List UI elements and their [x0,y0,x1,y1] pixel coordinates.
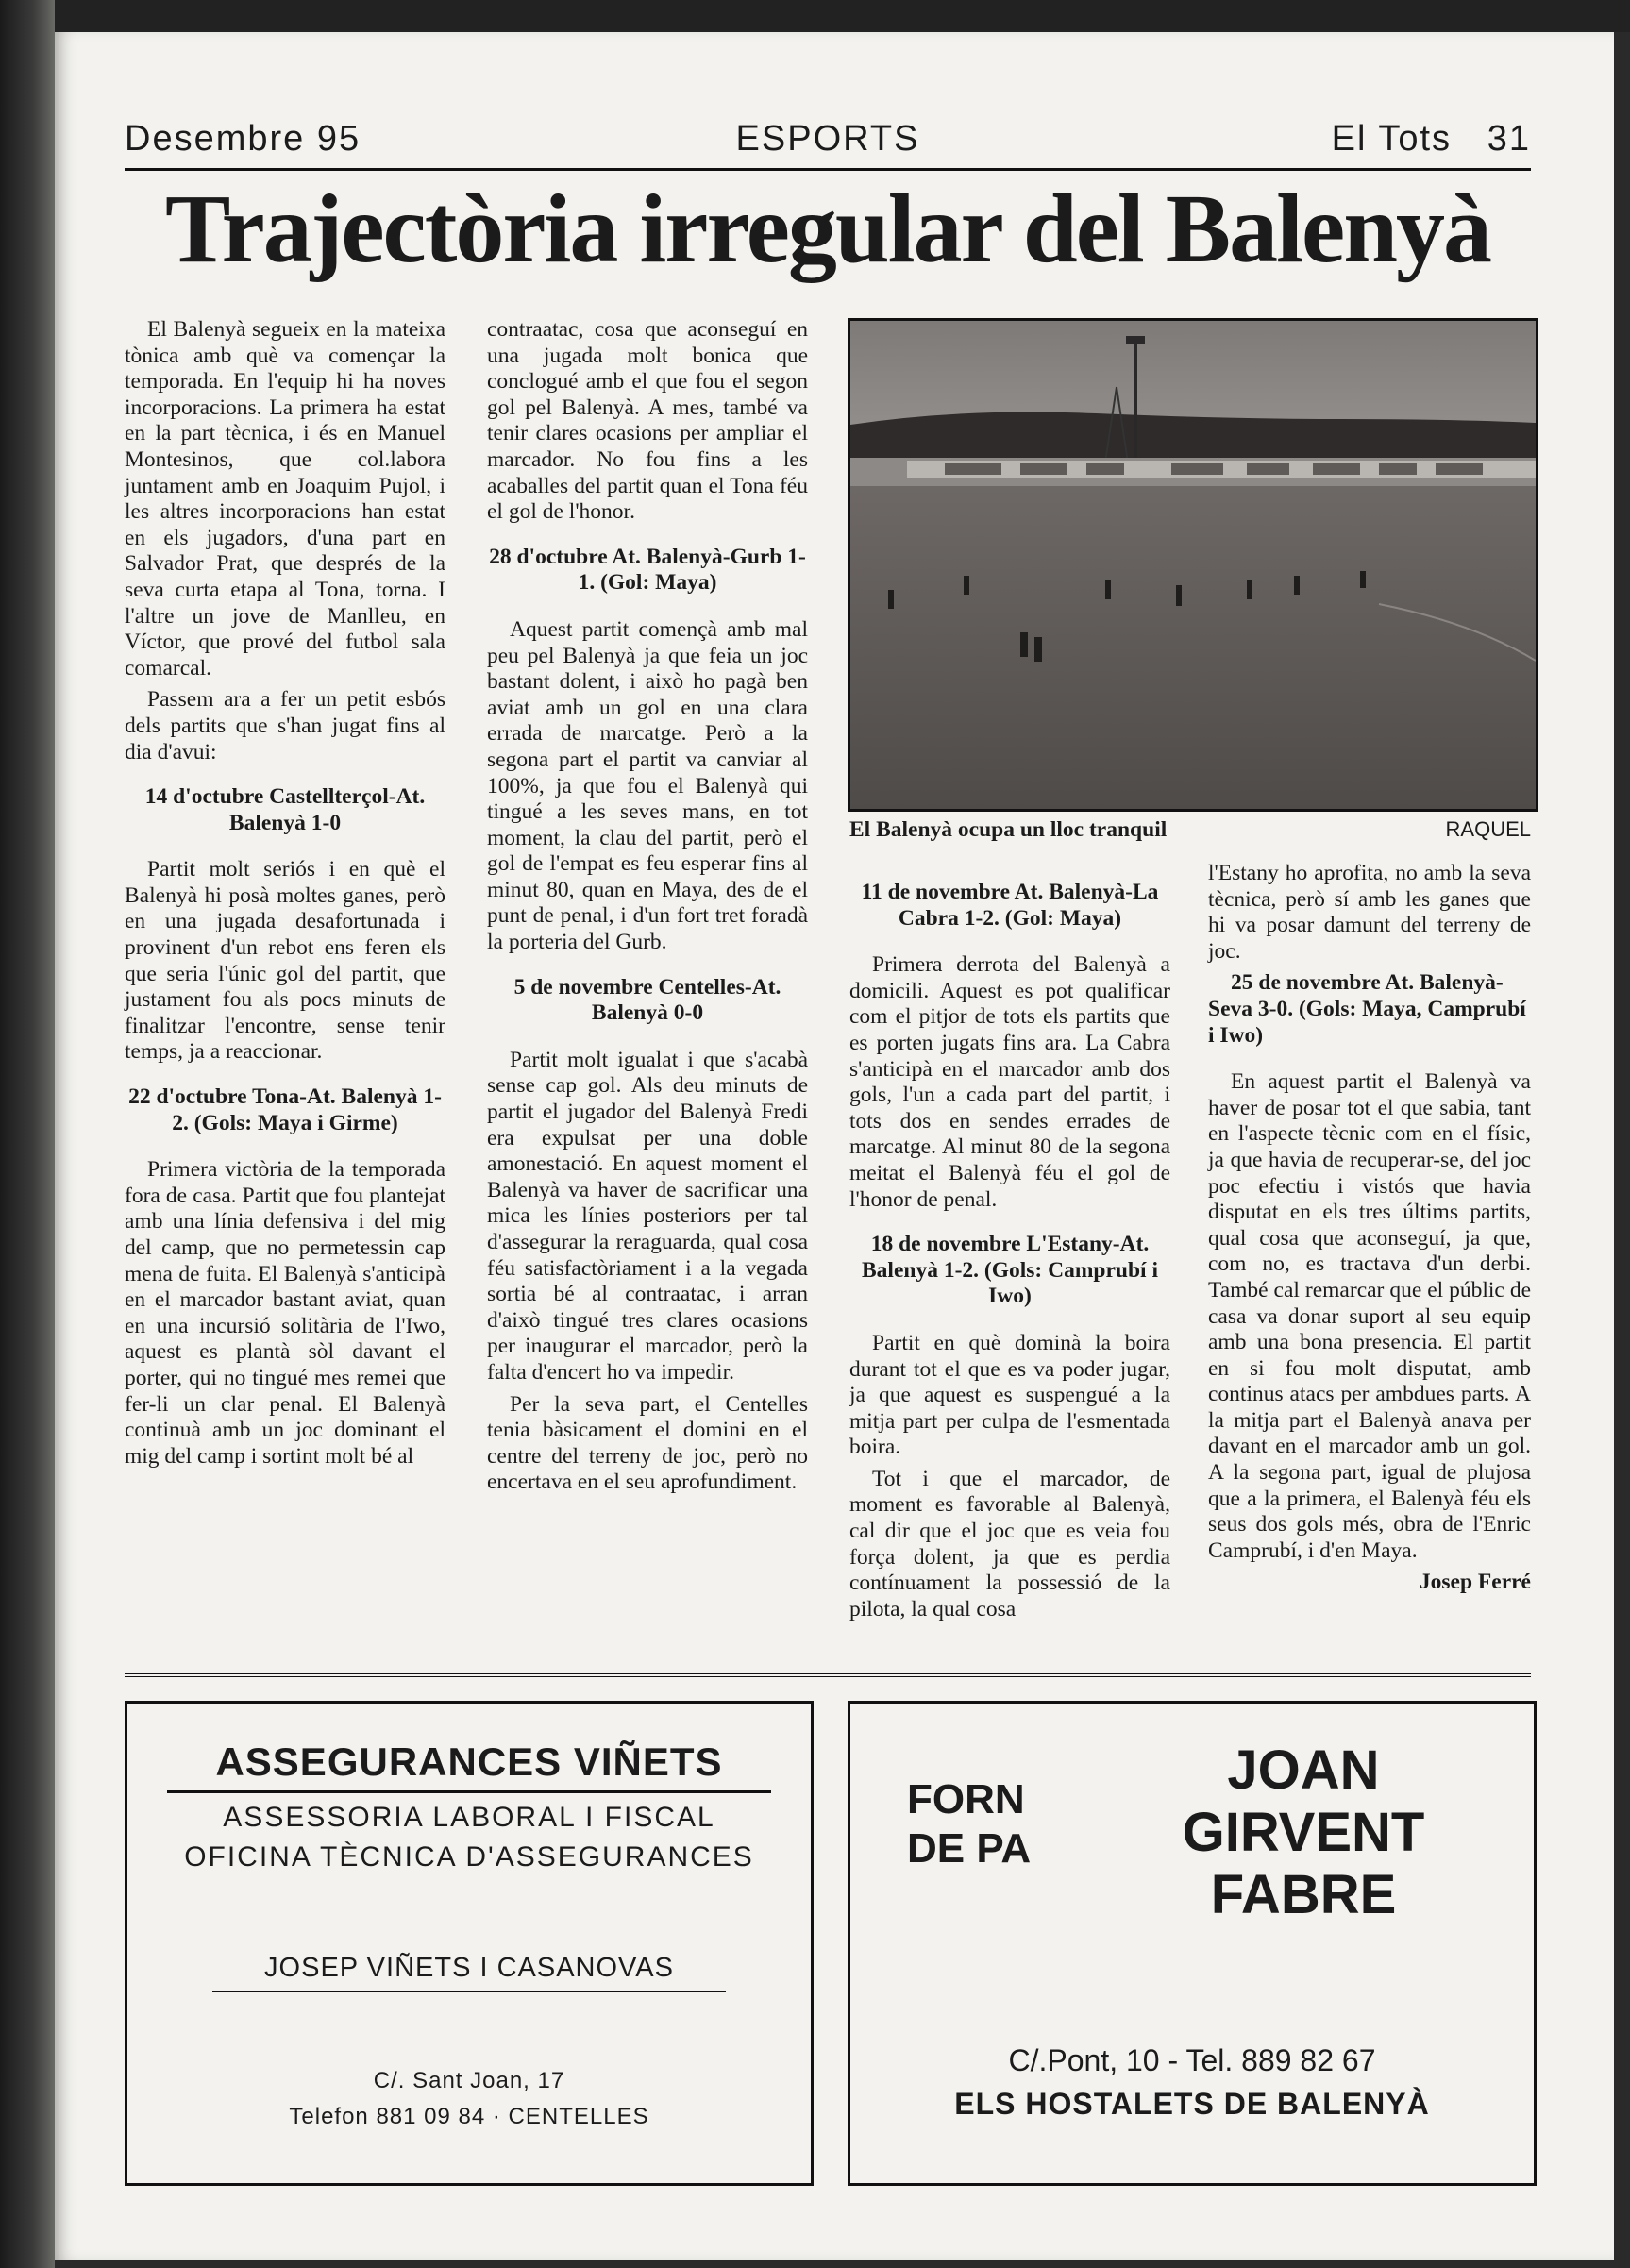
article-paragraph: El Balenyà segueix en la mateixa tònica amb què va començar la temporada. En l'equip hi ha noves incorporacions. La primera ha estat en la part tècnica, i és en Manuel Montesinos, que col.labora juntament amb en Joaquim Pujol, i les altres incorporacions han estat en els jugadors, d'una part en Salvador Prat, que després de la seva curta etapa al Tona, torna. I l'altre un jove de Manlleu, en Víctor, que prové del futbol sala comarcal. [125,317,445,680]
article-paragraph: En aquest partit el Balenyà va haver de posar tot el que sabia, tant en l'aspecte tècnic com en el físic, ja que havia de recuperar-se, del joc poc efectiu i vistós que havia disputat en els tres últims partits, qual cosa que aconseguí, ja que, com no, es tractava d'un derbi. També cal remarcar que el públic de casa va donar suport al seu equip amb una bona presencia. El partit en si fou molt disputat, amb continus atacs per ambdues parts. A la mitja part el Balenyà anava per davant en el marcador amb un gol. A la segona part, igual de plujosa que a la primera, el Balenyà féu els seus dos gols més, obra de l'Enric Camprubí, i d'en Maya. [1208,1069,1531,1563]
ad-bakery-town: ELS HOSTALETS DE BALENYÀ [954,2087,1430,2121]
article-paragraph: Aquest partit començà amb mal peu pel Balenyà ja que feia un joc bastant dolent, i això ho pagà ben aviat amb un gol en una clara errada de marcatge. Però a la segona part el partit va canviar al 100%, ja que fou el Balenyà qui tingué a les seves mans, en tot moment, la clau del partit, però el gol de l'empat es feu esperar fins al minut 80, quan en Maya, des de el punt de penal, i d'un fort tret foradà la porteria del Gurb. [487,616,808,955]
article-column-1 [125,317,445,1475]
header-publication: El Tots [1331,119,1453,159]
header-section: ESPORTS [735,119,920,159]
photo-credit: RAQUEL [1445,817,1531,841]
match-heading: 28 d'octubre At. Balenyà-Gurb 1-1. (Gol: Maya) [489,544,806,596]
author-signature: Josep Ferré [1419,1570,1531,1595]
ad-bakery-owner-line-3: FABRE [1210,1864,1397,1925]
ad-bakery-label-line-2: DE PA [907,1825,1032,1872]
ads-separator-rule [125,1673,1531,1677]
article-paragraph: Partit molt seriós i en què el Balenyà hi posà moltes ganes, però en una jugada desafortunada i provinent d'un rebot ens feren els que seria l'únic gol del partit, que justament fou als pocs minuts de finalitzar l'encontre, sense tenir temps, ja a reaccionar. [125,857,445,1065]
ad-bakery-owner-line-2: GIRVENT [1182,1802,1425,1863]
photo-caption [849,817,1531,846]
article-paragraph: Partit en què dominà la boira durant tot el que es va poder jugar, ja que aquest es suspengué a la mitja part per culpa de l'esmentada boira. [849,1330,1170,1460]
ad-underline [167,1790,771,1793]
article-headline: Trajectòria irregular del Balenyà [164,175,1491,283]
article-column-4 [1208,861,1531,1602]
football-field-photo [850,321,1536,809]
ad-bakery-label [907,1775,1096,1873]
article-column-2 [487,317,808,1502]
header-page-number: 31 [1487,119,1531,159]
article-paragraph: contraatac, cosa que aconseguí en una jugada molt bonica que conclogué amb el que fou el segon gol pel Balenyà. A mes, també va tenir clares ocasions per ampliar el marcador. No fou fins a les acaballes del partit quan el Tona féu el gol de l'honor. [487,317,808,525]
article-paragraph: l'Estany ho aprofita, no amb la seva tècnica, però sí amb les ganes que hi va posar damunt del terreny de joc. [1208,861,1531,964]
ad-bakery-address: C/.Pont, 10 - Tel. 889 82 67 [1008,2043,1376,2077]
ad-service-line-1: ASSESSORIA LABORAL I FISCAL [223,1802,715,1833]
header-date: Desembre 95 [125,119,361,159]
advertisement-assegurances-vinets [125,1701,814,2186]
match-heading: 22 d'octubre Tona-At. Balenyà 1-2. (Gols: Maya i Girme) [128,1084,442,1135]
scan-top-edge [0,0,1630,32]
ad-bakery-owner-line-1: JOAN [1227,1739,1380,1801]
article-paragraph: Passem ara a fer un petit esbós dels partits que s'han jugat fins al dia d'avui: [125,687,445,764]
match-heading: 11 de novembre At. Balenyà-La Cabra 1-2. (Gol: Maya) [861,880,1159,931]
header-publication-page [1332,119,1531,160]
book-spine [0,0,55,2268]
running-header [125,119,1531,171]
ad-owner-name: JOSEP VIÑETS I CASANOVAS [264,1953,674,1983]
article-column-3 [849,861,1170,1628]
article-paragraph: Primera victòria de la temporada fora de casa. Partit que fou plantejat amb una línia defensiva i del mig del camp, que no permetessin cap mena de fuita. El Balenyà s'anticipà en el marcador bastant aviat, quan en una incursió solitària de l'Iwo, aquest es plantà sòl davant el porter, qui no tingué mes remei que fer-li un clar penal. El Balenyà continuà amb un joc dominant el mig del camp i sortint molt bé al [125,1157,445,1469]
photo-caption-text: El Balenyà ocupa un lloc tranquil [849,817,1168,842]
ad-address: C/. Sant Joan, 17 [373,2068,565,2093]
article-paragraph: Primera derrota del Balenyà a domicili. Aquest es pot qualificar com el pitjor de tots els partits que es porten jugats fins ara. La Cabra s'anticipà en el marcador amb dos gols, l'un a cada part del partit, i tots dos en sendes errades de marcatge. Al minut 80 de la segona meitat el Balenyà féu el gol de l'honor de penal. [849,952,1170,1212]
ad-service-line-2: OFICINA TÈCNICA D'ASSEGURANCES [184,1841,754,1873]
ad-bakery-label-line-1: FORN [907,1776,1025,1823]
match-heading: 18 de novembre L'Estany-At. Balenyà 1-2. (Gols: Camprubí i Iwo) [861,1232,1158,1309]
match-heading: 14 d'octubre Castellterçol-At. Balenyà 1-0 [144,784,426,835]
match-heading: 5 de novembre Centelles-At. Balenyà 0-0 [513,974,781,1026]
article-paragraph: Per la seva part, el Centelles tenia bàsicament el domini en el centre del terreny de joc, però no encertava en el seu aprofundiment. [487,1391,808,1495]
ad-owner-underline [212,1991,726,1992]
ad-bakery-owner [1105,1739,1502,1926]
advertisement-forn-de-pa [848,1701,1537,2186]
article-paragraph: Partit molt igualat i que s'acabà sense cap gol. Als deu minuts de partit el jugador del Balenyà Fredi era expulsat per una doble amonestació. En aquest moment el Balenyà va haver de sacrificar una mica les línies posteriors per tal d'assegurar la reraguarda, qual cosa féu satisfactòriament i a la vegada sortia bé al contraatac, i arran d'això tingué tres clares ocasions per inaugurar el marcador, però la falta d'encert ho va impedir. [487,1047,808,1385]
ad-company-name: ASSEGURANCES VIÑETS [215,1739,723,1784]
match-heading: 25 de novembre At. Balenyà-Seva 3-0. (Gols: Maya, Camprubí i Iwo) [1208,970,1526,1048]
stadium-photo [848,318,1538,812]
article-paragraph: Tot i que el marcador, de moment es favorable al Balenyà, cal dir que el joc que es veia fou força dolent, ja que es perdia contínuament la possessió de la pilota, la qual cosa [849,1466,1170,1621]
ad-phone: Telefon 881 09 84 · CENTELLES [289,2104,649,2129]
